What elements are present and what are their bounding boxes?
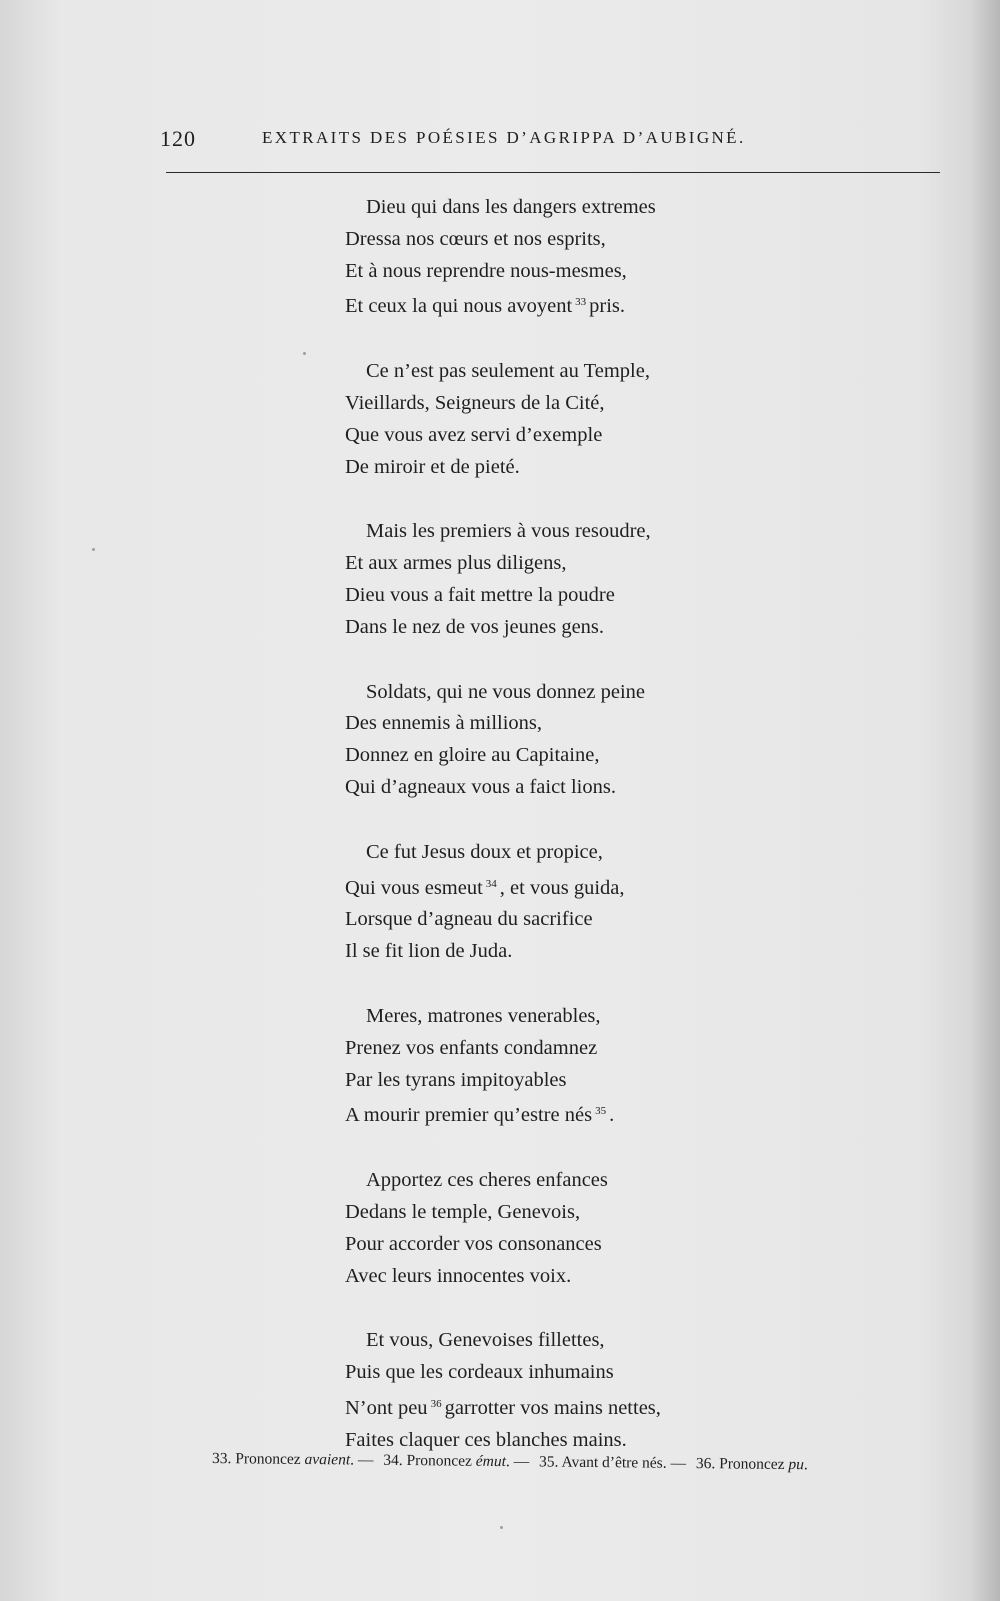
poem-line [345,192,765,224]
footnote [539,1453,686,1472]
footnote-italic-word: avaient [304,1450,351,1469]
paper-speck [303,352,306,355]
poem-line [345,1065,765,1097]
poem-line-text: Faites claquer ces blanches mains. [345,1428,627,1451]
poem-line-text: Avec leurs innocentes voix. [345,1264,572,1287]
poem-line-text: N’ont peu [345,1396,428,1419]
poem-line-text: Il se fit lion de Juda. [345,940,513,963]
poem-line-text: Dedans le temple, Genevois, [345,1200,581,1223]
poem-line-text-after-note: garrotter vos mains nettes, [444,1396,661,1419]
poem-line [345,677,765,709]
poem-line-text: Dieu qui dans les dangers extremes [366,196,656,218]
poem-line-text: Des ennemis à millions, [345,712,543,735]
poem-line-text: Qui vous esmeut [345,876,483,899]
poem-line-text: Ce fut Jesus doux et propice, [366,840,603,863]
footnote-italic-word: émut [475,1452,507,1471]
footnote-text: 33. Prononcez [211,1450,305,1468]
poem-line-text: Dieu vous a fait mettre la poudre [345,583,615,606]
stanza [345,837,765,968]
poem-line [345,936,765,968]
footnote-marker: 33 [575,296,587,309]
stanza [345,1325,765,1456]
poem-line [345,1096,765,1132]
poem-line [345,356,765,388]
poem-line-text: Meres, matrones venerables, [366,1004,601,1027]
poem-line [345,388,765,420]
poem-line [345,256,765,288]
poem-line [345,548,765,580]
poem-line-text-after-note: , et vous guida, [499,876,625,899]
paper-speck [500,1526,503,1529]
poem-line-text: Ce n’est pas seulement au Temple, [366,360,650,383]
footnote-text: 35. Avant d’être nés. — [539,1453,687,1472]
poem-line-text: Donnez en gloire au Capitaine, [345,744,600,767]
poem-line-text: Apportez ces cheres enfances [366,1169,608,1192]
footnote-marker: 36 [430,1397,442,1410]
header-rule [166,172,940,173]
poem-line-text: Que vous avez servi d’exemple [345,423,603,446]
poem-line [345,612,765,644]
footnote-text-suffix: . [803,1456,808,1474]
poem-line [345,1325,765,1357]
poem-line [345,420,765,452]
poem-line [345,1197,765,1229]
poem-line-text: Par les tyrans impitoyables [345,1068,567,1091]
poem-line [345,516,765,548]
footnote-marker: 34 [485,877,497,890]
poem-line-text: Dans le nez de vos jeunes gens. [345,615,605,638]
footnote [696,1455,808,1473]
poem-line [345,1229,765,1261]
poem-line [345,904,765,936]
footnotes [212,1450,942,1476]
poem-line-text: Dressa nos cœurs et nos esprits, [345,227,606,250]
page-header [0,126,1000,158]
stanza [345,192,765,323]
stanza [345,1165,765,1292]
poem-line-text-after-note: pris. [589,295,626,318]
poem-line-text: Et à nous reprendre nous-mesmes, [345,259,627,282]
poem-line [345,740,765,772]
poem-line-text: Lorsque d’agneau du sacrifice [345,908,593,931]
poem-line [345,1001,765,1033]
poem-line-text: A mourir premier qu’estre nés [345,1104,593,1127]
poem-line-text: Mais les premiers à vous resoudre, [366,520,651,543]
poem-line [345,869,765,905]
stanza [345,677,765,804]
poem [345,192,765,1490]
poem-line-text: Prenez vos enfants condamnez [345,1036,598,1059]
poem-line [345,452,765,484]
footnote [383,1452,529,1471]
poem-line [345,287,765,323]
footnote [212,1450,374,1469]
footnote-text-suffix: . — [350,1451,374,1469]
poem-line [345,580,765,612]
poem-line [345,224,765,256]
footnote-text: 34. Prononcez [383,1451,476,1470]
poem-line-text: Et ceux la qui nous avoyent [345,295,573,318]
poem-line-text: Soldats, qui ne vous donnez peine [366,680,645,703]
running-title: EXTRAITS DES POÉSIES D’AGRIPPA D’AUBIGNÉ. [262,128,746,147]
poem-line-text: Puis que les cordeaux inhumains [345,1361,614,1384]
poem-line [345,1357,765,1389]
stanza [345,516,765,643]
footnote-text-suffix: . — [505,1453,530,1471]
poem-line-text: Pour accorder vos consonances [345,1232,602,1255]
poem-line [345,837,765,869]
footnote-text: 36. Prononcez [695,1455,789,1474]
page-edge-shadow [970,0,1000,1601]
poem-line-text: De miroir et de pieté. [345,455,520,478]
stanza [345,1001,765,1132]
poem-line [345,708,765,740]
stanza [345,356,765,483]
footnote-marker: 35 [595,1105,607,1118]
page-number: 120 [160,126,196,151]
poem-line-text: Vieillards, Seigneurs de la Cité, [345,391,605,414]
poem-line [345,1033,765,1065]
poem-line [345,1165,765,1197]
poem-line [345,1261,765,1293]
poem-line [345,1389,765,1425]
paper-speck [92,548,95,551]
footnote-italic-word: pu [788,1456,805,1474]
poem-line-text: Qui d’agneaux vous a faict lions. [345,775,616,798]
poem-line [345,772,765,804]
poem-line-text: Et aux armes plus diligens, [345,552,567,575]
poem-line-text: Et vous, Genevoises fillettes, [366,1329,605,1352]
poem-line-text-after-note: . [609,1104,615,1127]
